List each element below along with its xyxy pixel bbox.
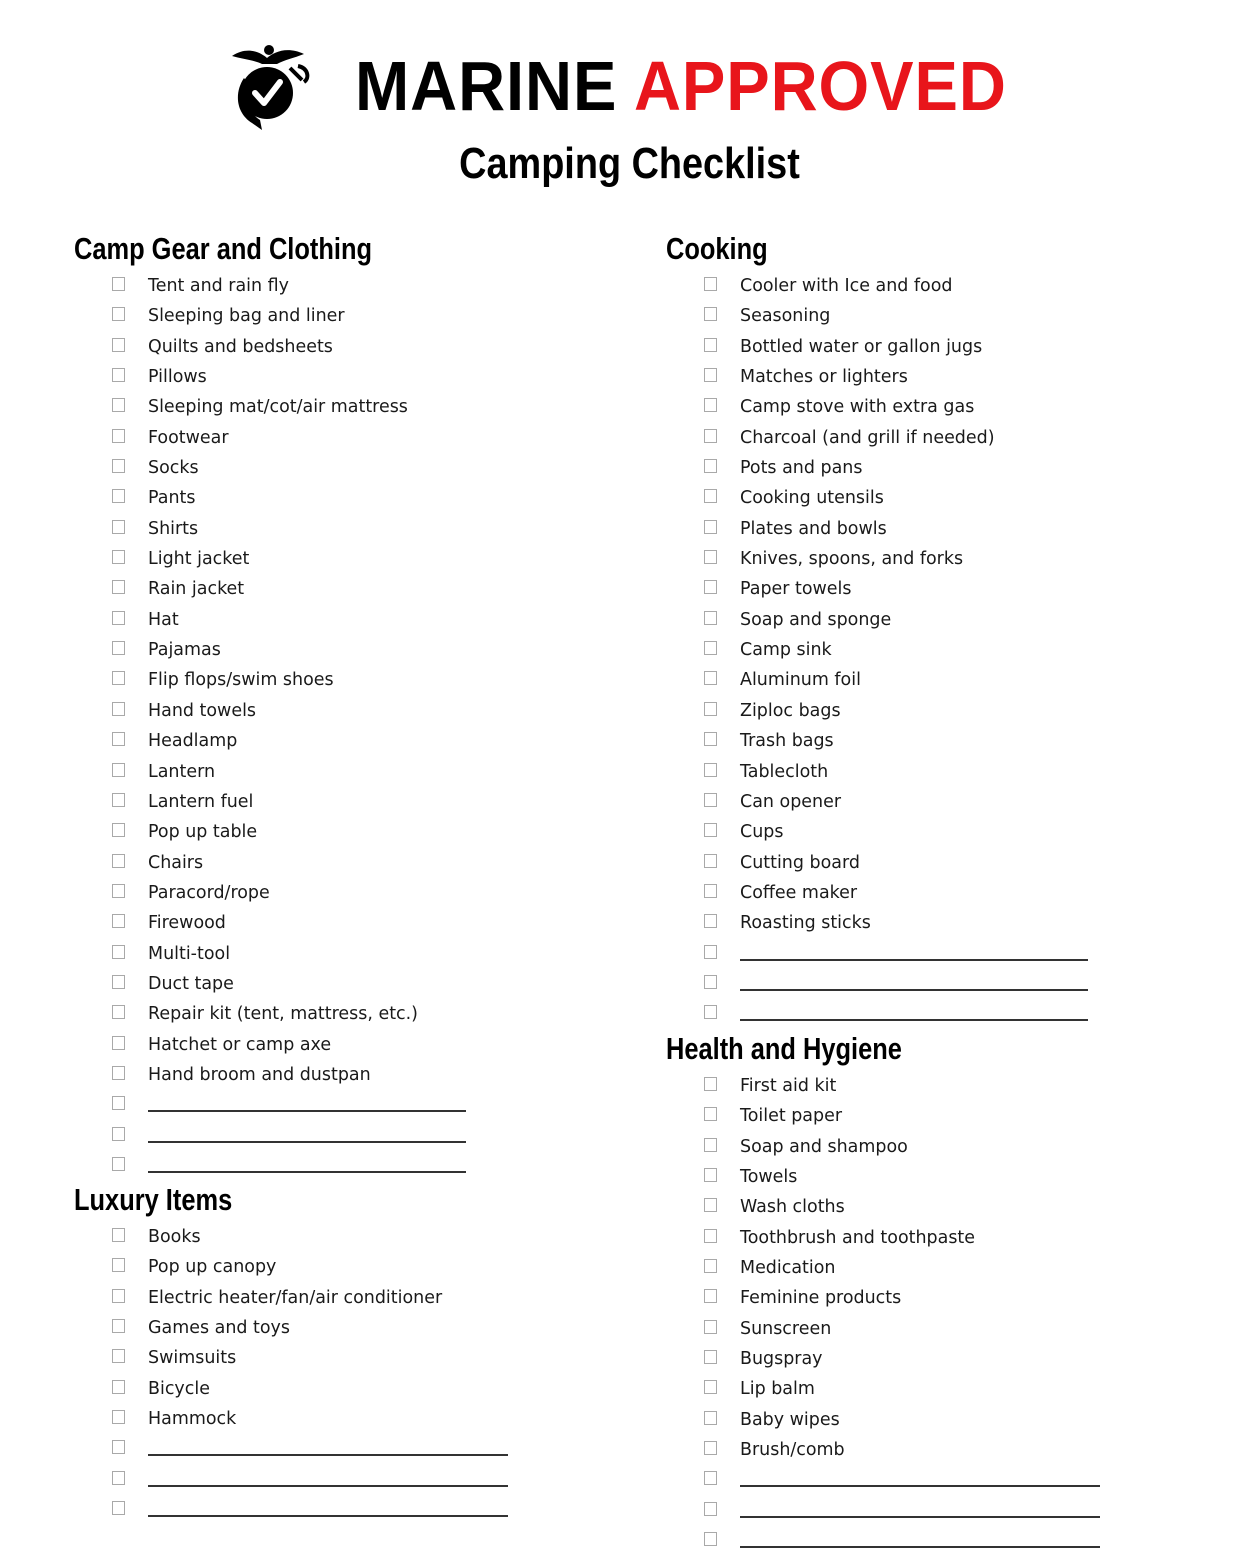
checkbox[interactable]	[704, 368, 717, 382]
checkbox[interactable]	[112, 1471, 125, 1485]
checkbox[interactable]	[112, 550, 125, 564]
checklist-item	[666, 849, 1226, 879]
checkbox[interactable]	[704, 1077, 717, 1091]
checklist-item-label: Brush/comb	[740, 1439, 845, 1461]
checklist-item-label: Sleeping mat/cot/air mattress	[148, 396, 408, 418]
checklist-item-label: Footwear	[148, 426, 229, 448]
checklist-item	[74, 909, 614, 939]
camp-gear-list	[74, 272, 614, 1182]
write-in-line[interactable]	[148, 1485, 508, 1487]
checklist-item	[74, 1031, 614, 1061]
checklist-item-label: Cooking utensils	[740, 487, 884, 509]
checkbox[interactable]	[704, 793, 717, 807]
checklist-item-label: Electric heater/fan/air conditioner	[148, 1286, 443, 1308]
write-in-line[interactable]	[148, 1110, 466, 1112]
right-column-health	[666, 1030, 1226, 1558]
checklist-item	[74, 393, 614, 423]
checklist-item	[74, 727, 614, 757]
checklist-item	[74, 1284, 614, 1314]
checkbox[interactable]	[112, 1066, 125, 1080]
checkbox[interactable]	[704, 1441, 717, 1455]
checkbox[interactable]	[112, 1289, 125, 1303]
checkbox[interactable]	[704, 914, 717, 928]
section-title-luxury: Luxury Items	[74, 1182, 233, 1217]
checklist-item-label: Chairs	[148, 851, 204, 873]
checklist-item	[74, 1061, 614, 1091]
checklist-item	[666, 424, 1226, 454]
checklist-item	[74, 758, 614, 788]
checkbox[interactable]	[112, 429, 125, 443]
checklist-item-label: Pajamas	[148, 639, 221, 661]
checkbox[interactable]	[112, 277, 125, 291]
checklist-item	[666, 484, 1226, 514]
checklist-item-label: Soap and sponge	[740, 608, 892, 630]
checklist-item-label: Hatchet or camp axe	[148, 1033, 332, 1055]
write-in-line[interactable]	[740, 1485, 1100, 1487]
checkbox[interactable]	[704, 1532, 717, 1546]
checkbox[interactable]	[704, 671, 717, 685]
checkbox[interactable]	[704, 338, 717, 352]
checkbox[interactable]	[704, 763, 717, 777]
checklist-item	[74, 363, 614, 393]
checklist-item-label: Lip balm	[740, 1378, 815, 1400]
checkbox[interactable]	[704, 1411, 717, 1425]
checkbox[interactable]	[704, 1380, 717, 1394]
checkbox[interactable]	[704, 975, 717, 989]
checklist-item-label: Games and toys	[148, 1317, 290, 1339]
checkbox[interactable]	[704, 398, 717, 412]
checklist-item	[74, 575, 614, 605]
checklist-item	[666, 818, 1226, 848]
checklist-item-label: Toilet paper	[740, 1105, 843, 1127]
checkbox[interactable]	[112, 1410, 125, 1424]
checklist-item-label: Camp stove with extra gas	[740, 396, 975, 418]
checkbox[interactable]	[704, 550, 717, 564]
section-title-health: Health and Hygiene	[666, 1031, 902, 1066]
checklist-item-label: Bicycle	[148, 1377, 210, 1399]
checklist-item-label: Socks	[148, 457, 199, 479]
write-in-line[interactable]	[148, 1141, 466, 1143]
checklist-item	[666, 1436, 1226, 1466]
checkbox[interactable]	[112, 884, 125, 898]
page-header	[0, 0, 1259, 210]
checklist-item-label: Plates and bowls	[740, 517, 887, 539]
eagle-globe-anchor-icon	[222, 38, 317, 133]
blank-checklist-item	[666, 1000, 1226, 1030]
checklist-item-label: Ziploc bags	[740, 699, 841, 721]
checklist-item-label: Hammock	[148, 1408, 237, 1430]
checklist-item	[666, 1072, 1226, 1102]
checkbox[interactable]	[112, 1157, 125, 1171]
checklist-item	[666, 1224, 1226, 1254]
luxury-list	[74, 1223, 614, 1526]
checklist-item	[666, 1102, 1226, 1132]
blank-checklist-item	[74, 1091, 614, 1121]
checklist-item	[666, 758, 1226, 788]
right-column	[666, 230, 1226, 1031]
checklist-item-label: Seasoning	[740, 305, 831, 327]
checklist-item-label: First aid kit	[740, 1075, 837, 1096]
checkbox[interactable]	[704, 307, 717, 321]
brand-word-marine: MARINE	[355, 47, 618, 125]
checklist-item-label: Matches or lighters	[740, 366, 908, 388]
checkbox[interactable]	[112, 368, 125, 382]
checklist-item	[666, 302, 1226, 332]
checkbox[interactable]	[112, 823, 125, 837]
checklist-item-label: Camp sink	[740, 639, 832, 661]
checkbox[interactable]	[704, 823, 717, 837]
checklist-item	[666, 909, 1226, 939]
checklist-item-label: Can opener	[740, 790, 842, 812]
checkbox[interactable]	[112, 1440, 125, 1454]
checkbox[interactable]	[112, 1380, 125, 1394]
checklist-item	[666, 454, 1226, 484]
checklist-item-label: Quilts and bedsheets	[148, 335, 333, 357]
checklist-item	[666, 1315, 1226, 1345]
checkbox[interactable]	[704, 277, 717, 291]
checklist-item-label: Firewood	[148, 912, 226, 934]
checklist-item	[74, 788, 614, 818]
checklist-item-label: Repair kit (tent, mattress, etc.)	[148, 1003, 419, 1025]
write-in-line[interactable]	[740, 959, 1088, 961]
checklist-item-label: Baby wipes	[740, 1408, 840, 1430]
checklist-item	[666, 666, 1226, 696]
checklist-item-label: Aluminum foil	[740, 669, 861, 691]
checkbox[interactable]	[704, 1502, 717, 1516]
checklist-item	[74, 1375, 614, 1405]
checklist-item-label: Cutting board	[740, 851, 860, 873]
brand-title	[355, 46, 1007, 126]
checklist-item	[666, 393, 1226, 423]
blank-checklist-item	[74, 1496, 614, 1526]
write-in-line[interactable]	[740, 1546, 1100, 1548]
checkbox[interactable]	[704, 580, 717, 594]
checklist-item-label: Pillows	[148, 366, 207, 388]
checklist-item	[74, 454, 614, 484]
checkbox[interactable]	[704, 702, 717, 716]
checkbox[interactable]	[704, 1259, 717, 1273]
checkbox[interactable]	[112, 1258, 125, 1272]
checklist-item	[666, 879, 1226, 909]
checklist-item	[74, 1314, 614, 1344]
checklist-item	[666, 1163, 1226, 1193]
blank-checklist-item	[666, 940, 1226, 970]
blank-checklist-item	[74, 1122, 614, 1152]
checkbox[interactable]	[704, 1005, 717, 1019]
checklist-item	[74, 545, 614, 575]
section-title-cooking: Cooking	[666, 231, 768, 266]
checklist-item-label: Rain jacket	[148, 578, 245, 600]
checklist-item-label: Pants	[148, 487, 196, 509]
write-in-line[interactable]	[740, 1516, 1100, 1518]
checkbox[interactable]	[112, 1036, 125, 1050]
checkbox[interactable]	[112, 1127, 125, 1141]
checkbox[interactable]	[704, 1350, 717, 1364]
checklist-item	[74, 818, 614, 848]
checkbox[interactable]	[112, 945, 125, 959]
checklist-item-label: Sleeping bag and liner	[148, 305, 345, 327]
checklist-item	[666, 1345, 1226, 1375]
checklist-item	[74, 879, 614, 909]
checkbox[interactable]	[112, 338, 125, 352]
checklist-item-label: Lantern	[148, 760, 216, 782]
checkbox[interactable]	[112, 307, 125, 321]
checklist-item-label: Cups	[740, 821, 784, 843]
write-in-line[interactable]	[148, 1171, 466, 1173]
checklist-item-label: Duct tape	[148, 972, 234, 994]
checklist-item	[666, 606, 1226, 636]
blank-checklist-item	[666, 1466, 1226, 1496]
checkbox[interactable]	[704, 732, 717, 746]
checkbox[interactable]	[112, 914, 125, 928]
checklist-item	[666, 575, 1226, 605]
checkbox[interactable]	[704, 884, 717, 898]
checklist-item-label: Shirts	[148, 517, 199, 539]
checkbox[interactable]	[112, 489, 125, 503]
checkbox[interactable]	[704, 1198, 717, 1212]
checkbox[interactable]	[704, 1471, 717, 1485]
checklist-item	[74, 970, 614, 1000]
checklist-item	[666, 697, 1226, 727]
checklist-item	[74, 849, 614, 879]
checklist-item-label: Flip flops/swim shoes	[148, 669, 334, 691]
checklist-item	[74, 333, 614, 363]
checklist-item-label: Knives, spoons, and forks	[740, 548, 964, 570]
checkbox[interactable]	[112, 1501, 125, 1515]
cooking-list	[666, 272, 1226, 1031]
checklist-item-label: Swimsuits	[148, 1347, 237, 1369]
blank-checklist-item	[666, 1527, 1226, 1557]
checklist-item-label: Soap and shampoo	[740, 1135, 908, 1157]
checkbox[interactable]	[704, 945, 717, 959]
checklist-item	[666, 1284, 1226, 1314]
checkbox[interactable]	[112, 641, 125, 655]
left-column	[74, 230, 614, 1182]
checklist-item-label: Bottled water or gallon jugs	[740, 335, 983, 357]
checklist-item	[74, 302, 614, 332]
checklist-item	[666, 1133, 1226, 1163]
health-list	[666, 1072, 1226, 1558]
brand-word-approved: APPROVED	[633, 47, 1007, 125]
checkbox[interactable]	[704, 1138, 717, 1152]
checklist-item-label: Paper towels	[740, 578, 852, 600]
checklist-item	[666, 1254, 1226, 1284]
page-subtitle: Camping Checklist	[459, 139, 800, 188]
checklist-item	[666, 363, 1226, 393]
checklist-item-label: Cooler with Ice and food	[740, 275, 953, 296]
checklist-item	[666, 727, 1226, 757]
checklist-item-label: Sunscreen	[740, 1317, 832, 1339]
checkbox[interactable]	[112, 975, 125, 989]
checklist-item	[74, 697, 614, 727]
checkbox[interactable]	[112, 763, 125, 777]
checklist-item	[74, 1223, 614, 1253]
checklist-item-label: Coffee maker	[740, 881, 858, 903]
checklist-item	[666, 333, 1226, 363]
checklist-item-label: Trash bags	[740, 730, 834, 752]
checklist-item-label: Multi-tool	[148, 942, 231, 964]
checkbox[interactable]	[704, 489, 717, 503]
checklist-item-label: Charcoal (and grill if needed)	[740, 426, 995, 448]
checkbox[interactable]	[704, 1320, 717, 1334]
checklist-item	[666, 1193, 1226, 1223]
checklist-item	[666, 545, 1226, 575]
checkbox[interactable]	[112, 854, 125, 868]
write-in-line[interactable]	[740, 989, 1088, 991]
checklist-item-label: Medication	[740, 1257, 836, 1279]
write-in-line[interactable]	[740, 1019, 1088, 1021]
checklist-item	[666, 788, 1226, 818]
checklist-item	[74, 1253, 614, 1283]
blank-checklist-item	[74, 1435, 614, 1465]
checklist-item-label: Pop up canopy	[148, 1256, 277, 1278]
checklist-item-label: Hat	[148, 608, 179, 630]
blank-checklist-item	[74, 1466, 614, 1496]
checkbox[interactable]	[112, 1005, 125, 1019]
checkbox[interactable]	[704, 854, 717, 868]
checklist-item-label: Lantern fuel	[148, 790, 254, 812]
checkbox[interactable]	[112, 671, 125, 685]
checkbox[interactable]	[704, 1107, 717, 1121]
checklist-item-label: Light jacket	[148, 548, 250, 570]
checkbox[interactable]	[704, 1229, 717, 1243]
checklist-item	[666, 515, 1226, 545]
write-in-line[interactable]	[148, 1454, 508, 1456]
blank-checklist-item	[666, 1497, 1226, 1527]
checklist-item	[74, 272, 614, 302]
checklist-item	[74, 636, 614, 666]
checklist-item	[74, 666, 614, 696]
checkbox[interactable]	[112, 732, 125, 746]
checklist-item	[74, 606, 614, 636]
checklist-item-label: Pots and pans	[740, 457, 863, 479]
checkbox[interactable]	[112, 793, 125, 807]
section-title-camp-gear: Camp Gear and Clothing	[74, 231, 373, 266]
checklist-item-label: Books	[148, 1226, 201, 1247]
checklist-item-label: Headlamp	[148, 730, 238, 752]
checklist-item-label: Roasting sticks	[740, 912, 871, 934]
checkbox[interactable]	[112, 1096, 125, 1110]
checklist-item	[666, 1406, 1226, 1436]
checkbox[interactable]	[112, 1319, 125, 1333]
checklist-item-label: Toothbrush and toothpaste	[740, 1226, 976, 1248]
checklist-item	[74, 424, 614, 454]
checkbox[interactable]	[704, 611, 717, 625]
checklist-item	[74, 484, 614, 514]
checkbox[interactable]	[704, 520, 717, 534]
blank-checklist-item	[74, 1152, 614, 1182]
checkbox[interactable]	[112, 1349, 125, 1363]
checkbox[interactable]	[704, 1168, 717, 1182]
checkbox[interactable]	[112, 1228, 125, 1242]
checklist-item	[666, 272, 1226, 302]
checklist-item-label: Tablecloth	[740, 760, 829, 782]
checkbox[interactable]	[112, 580, 125, 594]
checklist-item-label: Pop up table	[148, 821, 258, 843]
checklist-item	[74, 940, 614, 970]
left-column-luxury	[74, 1181, 614, 1526]
checklist-item-label: Towels	[740, 1166, 798, 1188]
checkbox[interactable]	[704, 429, 717, 443]
checklist-item	[666, 636, 1226, 666]
checkbox[interactable]	[112, 702, 125, 716]
checklist-item-label: Wash cloths	[740, 1196, 845, 1218]
checklist-item-label: Feminine products	[740, 1287, 902, 1309]
checklist-item	[74, 1405, 614, 1435]
checkbox[interactable]	[704, 459, 717, 473]
blank-checklist-item	[666, 970, 1226, 1000]
write-in-line[interactable]	[148, 1515, 508, 1517]
checklist-item	[74, 1344, 614, 1374]
checkbox[interactable]	[112, 459, 125, 473]
checkbox[interactable]	[112, 611, 125, 625]
checklist-item-label: Hand towels	[148, 699, 257, 721]
checklist-item	[74, 515, 614, 545]
checklist-item-label: Bugspray	[740, 1348, 823, 1370]
checkbox[interactable]	[704, 1289, 717, 1303]
checkbox[interactable]	[112, 398, 125, 412]
checklist-item	[74, 1000, 614, 1030]
checklist-item-label: Paracord/rope	[148, 881, 270, 903]
checkbox[interactable]	[112, 520, 125, 534]
checklist-item-label: Tent and rain fly	[148, 275, 289, 296]
checklist-item	[666, 1375, 1226, 1405]
checkbox[interactable]	[704, 641, 717, 655]
checklist-item-label: Hand broom and dustpan	[148, 1063, 371, 1085]
